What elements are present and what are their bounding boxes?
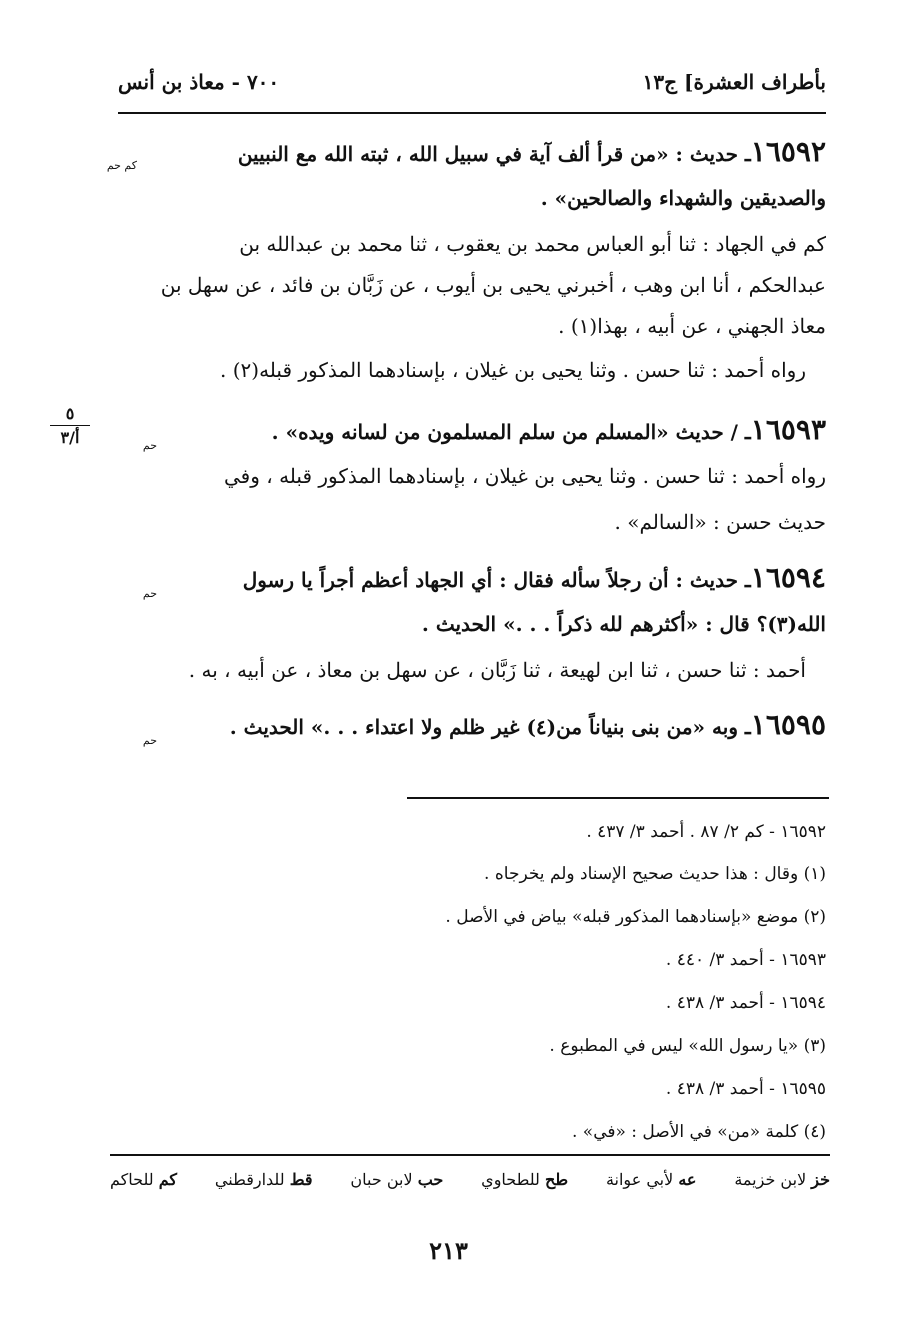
- hadith-entry-16593-line-1: [116, 412, 826, 450]
- hadith-sigla: حم: [142, 439, 157, 452]
- footnote-line: (٢) موضع «بإسنادهما المذكور قبله» بياض في الأصل .: [445, 907, 826, 927]
- hadith-entry-16595-line-1: [116, 707, 826, 745]
- header-book-title: بأطراف العشرة] ج١٣: [642, 70, 826, 94]
- header-divider: [118, 112, 826, 114]
- footnote-line: (٣) «يا رسول الله» ليس في المطبوع .: [549, 1036, 826, 1056]
- hadith-number: ١٦٥٩٢: [750, 135, 826, 168]
- running-header: [118, 62, 826, 102]
- header-section-title: ٧٠٠ - معاذ بن أنس: [118, 70, 280, 94]
- isnad-line: رواه أحمد : ثنا حسن . وثنا يحيى بن غيلان ، بإسناده‍ما المذكور قبله ، وفي: [224, 464, 826, 488]
- hadith-text: ـ حديث : «من قرأ ألف آية في سبيل الله ، ثبته الله مع النبيين: [237, 142, 751, 166]
- footnote-line: ١٦٥٩٢ - كم ٢/ ٨٧ . أحمد ٣/ ٤٣٧ .: [586, 822, 826, 842]
- abbreviation-item: خز لابن خزيمة: [734, 1170, 830, 1189]
- footnote-line: (٤) كلمة «من» في الأصل : «في» .: [571, 1122, 826, 1142]
- hadith-text: ـ وبه «من بنى بنياناً من(٤) غير ظلم ولا اعتداء . . .» الحديث .: [229, 715, 751, 739]
- hadith-number: ١٦٥٩٣: [750, 413, 826, 446]
- hadith-sigla: حم: [142, 587, 157, 600]
- folio-side: أ/٣: [50, 425, 90, 447]
- isnad-line: حديث حسن : «السالم» .: [614, 510, 826, 534]
- hadith-entry-16592-line-2: والصديقين والشهداء والصالحين» .: [540, 186, 826, 210]
- hadith-sigla: كم حم: [106, 159, 137, 172]
- footnote-line: ١٦٥٩٣ - أحمد ٣/ ٤٤٠ .: [665, 950, 826, 970]
- isnad-line: كم في الجهاد : ثنا أبو العباس محمد بن يعقوب ، ثنا محمد بن عبدالله بن: [239, 232, 826, 256]
- hadith-sigla: حم: [142, 734, 157, 747]
- footnote-divider: [407, 797, 829, 799]
- manuscript-folio-note: [50, 404, 90, 447]
- hadith-entry-16594-line-1: [116, 560, 826, 598]
- abbreviation-item: عه لأبي عوانة: [605, 1170, 697, 1189]
- isnad-line: أحمد : ثنا حسن ، ثنا ابن لهيعة ، ثنا زَبَّان ، عن سهل بن معاذ ، عن أبيه ، به .: [188, 658, 806, 682]
- hadith-text: ـ / حديث «المسلم من سلم المسلمون من لسانه ويده» .: [271, 420, 751, 444]
- hadith-entry-16594-line-2: الله(٣)؟ قال : «أكثرهم لله ذكراً . . .» الحديث .: [421, 612, 826, 636]
- abbreviation-key: [110, 1170, 830, 1202]
- abbreviation-item: طح للطحاوي: [481, 1170, 569, 1189]
- isnad-line: معاذ الجهني ، عن أبيه ، بهذا(١) .: [558, 314, 826, 338]
- isnad-line: رواه أحمد : ثنا حسن . وثنا يحيى بن غيلان ، بإسنادهما المذكور قبله(٢) .: [220, 358, 806, 382]
- hadith-entry-16592-line-1: [116, 134, 826, 172]
- hadith-number: ١٦٥٩٤: [750, 561, 826, 594]
- abbreviation-item: حب لابن حبان: [350, 1170, 444, 1189]
- hadith-number: ١٦٥٩٥: [750, 708, 826, 741]
- abbreviation-item: كم للحاكم: [110, 1170, 178, 1189]
- page-number: ٢١٣: [429, 1236, 468, 1265]
- footnote-line: ١٦٥٩٥ - أحمد ٣/ ٤٣٨ .: [665, 1079, 826, 1099]
- footnote-line: (١) وقال : هذا حديث صحيح الإسناد ولم يخرجاه .: [484, 864, 826, 884]
- folio-number: ٥: [65, 404, 75, 423]
- abbreviation-divider: [110, 1154, 830, 1156]
- abbreviation-item: قط للدارقطني: [214, 1170, 313, 1189]
- footnote-line: ١٦٥٩٤ - أحمد ٣/ ٤٣٨ .: [665, 993, 826, 1013]
- hadith-text: ـ حديث : أن رجلاً سأله فقال : أي الجهاد أعظم أجراً يا رسول: [242, 568, 751, 592]
- isnad-line: عبدالحكم ، أنا ابن وهب ، أخبرني يحيى بن أيوب ، عن زَبَّان بن فائد ، عن سهل بن: [160, 273, 826, 297]
